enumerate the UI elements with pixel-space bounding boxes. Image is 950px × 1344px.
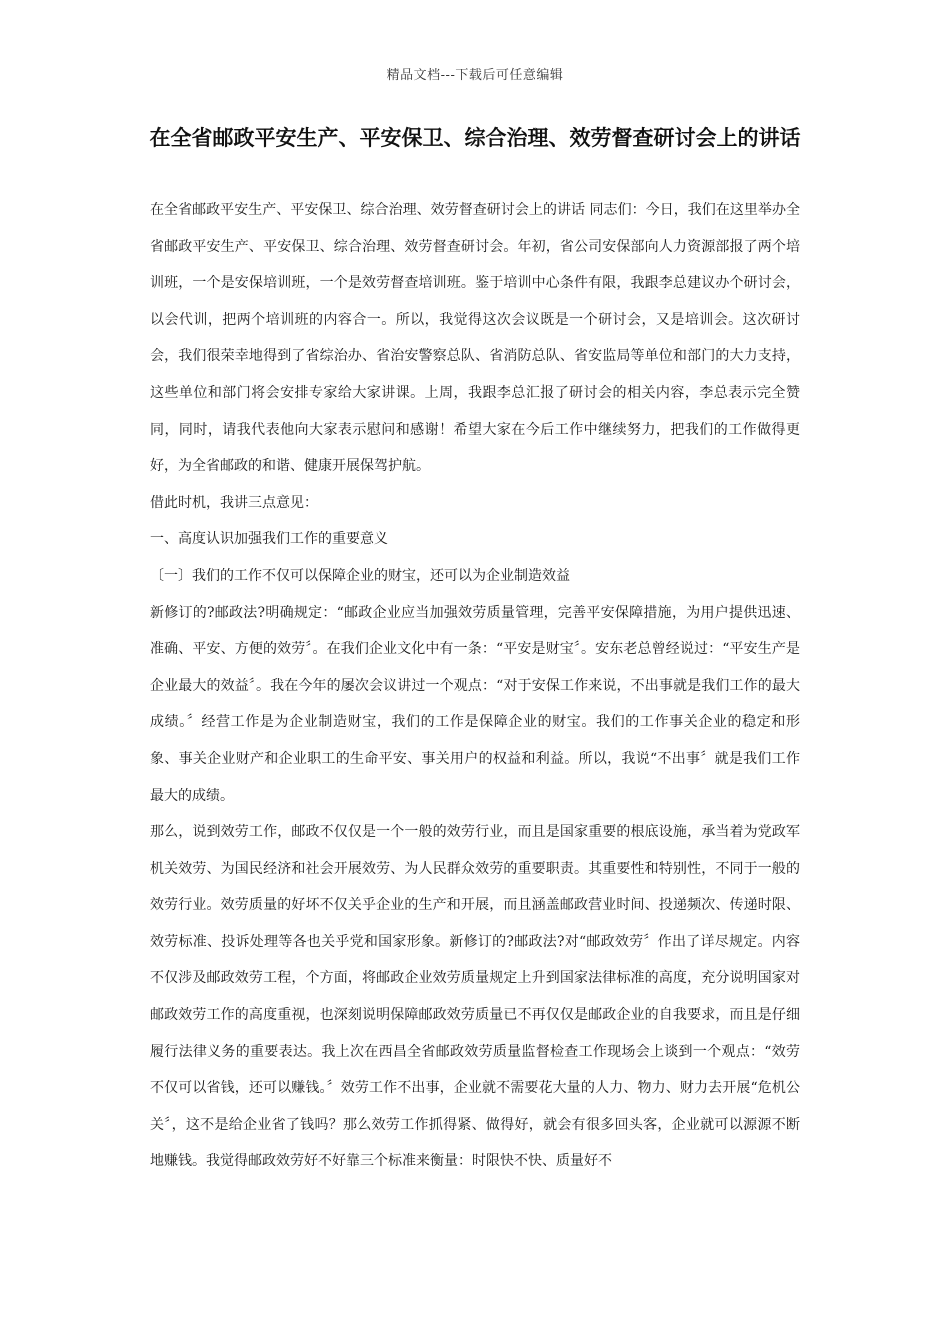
- paragraph-service-work: 那么，说到效劳工作，邮政不仅仅是一个一般的效劳行业，而且是国家重要的根底设施，承当着为党政军机关效劳、为国民经济和社会开展效劳、为人民群众效劳的重要职责。其重要性和特别性，不同于一般的效劳行业。效劳质量的好坏不仅关乎企业的生产和开展，而且涵盖邮政营业时间、投递频次、传递时限、效劳标准、投诉处理等各也关乎党和国家形象。新修订的?邮政法?对“邮政效劳〞作出了详尽规定。内容不仅涉及邮政效劳工程，个方面，将邮政企业效劳质量规定上升到国家法律标准的高度，充分说明国家对邮政效劳工作的高度重视，也深刻说明保障邮政效劳质量已不再仅仅是邮政企业的自我要求，而且是仔细履行法律义务的重要表达。我上次在西昌全省邮政效劳质量监督检查工作现场会上谈到一个观点：“效劳不仅可以省钱，还可以赚钱。〞效劳工作不出事，企业就不需要花大量的人力、物力、财力去开展“危机公关〞，这不是给企业省了钱吗？那么效劳工作抓得紧、做得好，就会有很多回头客，企业就可以源源不断地赚钱。我觉得邮政效劳好不好靠三个标准来衡量：时限快不快、质量好不: [150, 824, 800, 1170]
- section-heading-1: 一、高度认识加强我们工作的重要意义: [150, 531, 388, 548]
- paragraph-three-points: 借此时机，我讲三点意见：: [150, 494, 318, 511]
- document-body: [150, 192, 800, 1180]
- paragraph-opening: 在全省邮政平安生产、平安保卫、综合治理、效劳督查研讨会上的讲话 同志们：今日，我们在这里举办全省邮政平安生产、平安保卫、综合治理、效劳督查研讨会。年初，省公司安保部向人力资源部报了两个培训班，一个是安保培训班，一个是效劳督查培训班。鉴于培训中心条件有限，我跟李总建议办个研讨会，以会代训，把两个培训班的内容合一。所以，我觉得这次会议既是一个研讨会，又是培训会。这次研讨会，我们很荣幸地得到了省综治办、省治安警察总队、省消防总队、省安监局等单位和部门的大力支持，这些单位和部门将会安排专家给大家讲课。上周，我跟李总汇报了研讨会的相关内容，李总表示完全赞同，同时，请我代表他向大家表示慰问和感谢！希望大家在今后工作中继续努力，把我们的工作做得更好，为全省邮政的和谐、健康开展保驾护航。: [150, 202, 800, 475]
- page-header-note: 精品文档---下载后可任意编辑: [386, 68, 564, 83]
- document-title: 在全省邮政平安生产、平安保卫、综合治理、效劳督查研讨会上的讲话: [149, 126, 801, 150]
- paragraph-postal-law: 新修订的?邮政法?明确规定：“邮政企业应当加强效劳质量管理，完善平安保障措施，为用户提供迅速、准确、平安、方便的效劳〞。在我们企业文化中有一条：“平安是财宝〞。安东老总曾经说过：“平安生产是企业最大的效益〞。我在今年的屡次会议讲过一个观点：“对于安保工作来说，不出事就是我们工作的最大成绩。〞经营工作是为企业制造财宝，我们的工作是保障企业的财宝。我们的工作事关企业的稳定和形象、事关企业财产和企业职工的生命平安、事关用户的权益和利益。所以，我说“不出事〞就是我们工作最大的成绩。: [150, 604, 800, 804]
- subsection-heading-1-1: 〔一〕我们的工作不仅可以保障企业的财宝，还可以为企业制造效益: [150, 567, 570, 584]
